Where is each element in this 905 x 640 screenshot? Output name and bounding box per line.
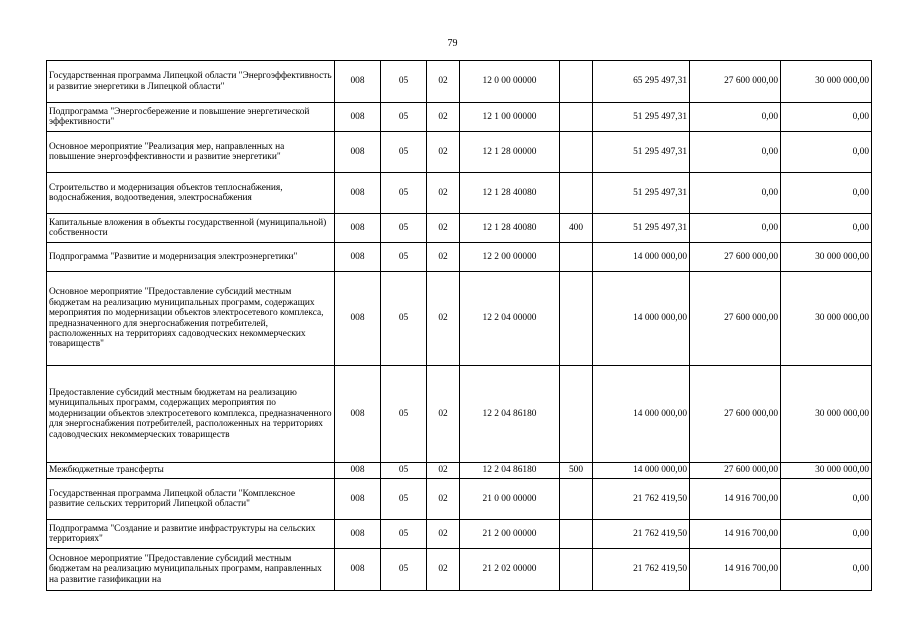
table-row bbox=[47, 479, 872, 520]
cell-sum-3: 0,00 bbox=[781, 520, 872, 549]
cell-section: 05 bbox=[381, 132, 427, 173]
cell-section: 05 bbox=[381, 520, 427, 549]
cell-subsection: 02 bbox=[427, 61, 460, 103]
cell-expense-type: 500 bbox=[560, 463, 593, 479]
cell-sum-2: 0,00 bbox=[690, 132, 781, 173]
cell-expense-type: 400 bbox=[560, 214, 593, 243]
cell-section: 05 bbox=[381, 549, 427, 591]
cell-ministry: 008 bbox=[335, 103, 381, 132]
cell-section: 05 bbox=[381, 243, 427, 272]
cell-target: 12 1 28 40080 bbox=[460, 214, 560, 243]
cell-ministry: 008 bbox=[335, 549, 381, 591]
cell-name: Подпрограмма "Развитие и модернизация электроэнергетики" bbox=[47, 243, 335, 272]
cell-subsection: 02 bbox=[427, 243, 460, 272]
cell-expense-type bbox=[560, 549, 593, 591]
table-row bbox=[47, 132, 872, 173]
cell-name: Подпрограмма "Создание и развитие инфраструктуры на сельских территориях" bbox=[47, 520, 335, 549]
cell-sum-3: 0,00 bbox=[781, 549, 872, 591]
cell-sum-3: 30 000 000,00 bbox=[781, 272, 872, 366]
cell-name: Основное мероприятие "Реализация мер, направленных на повышение энергоэффективности и развитие энергетики" bbox=[47, 132, 335, 173]
cell-sum-1: 14 000 000,00 bbox=[593, 243, 690, 272]
cell-target: 12 0 00 00000 bbox=[460, 61, 560, 103]
cell-section: 05 bbox=[381, 61, 427, 103]
cell-ministry: 008 bbox=[335, 243, 381, 272]
cell-section: 05 bbox=[381, 366, 427, 463]
cell-ministry: 008 bbox=[335, 132, 381, 173]
cell-name: Строительство и модернизация объектов теплоснабжения, водоснабжения, водоотведения, электроснабжения bbox=[47, 173, 335, 214]
cell-sum-2: 27 600 000,00 bbox=[690, 243, 781, 272]
table-row bbox=[47, 549, 872, 591]
cell-name: Государственная программа Липецкой области "Энергоэффективность и развитие энергетики в Липецкой области" bbox=[47, 61, 335, 103]
cell-expense-type bbox=[560, 520, 593, 549]
table-row bbox=[47, 463, 872, 479]
budget-table bbox=[46, 60, 872, 591]
cell-subsection: 02 bbox=[427, 173, 460, 214]
cell-section: 05 bbox=[381, 463, 427, 479]
cell-expense-type bbox=[560, 132, 593, 173]
cell-sum-1: 14 000 000,00 bbox=[593, 366, 690, 463]
cell-expense-type bbox=[560, 272, 593, 366]
cell-sum-1: 51 295 497,31 bbox=[593, 214, 690, 243]
cell-sum-3: 0,00 bbox=[781, 173, 872, 214]
cell-sum-1: 14 000 000,00 bbox=[593, 463, 690, 479]
cell-sum-2: 14 916 700,00 bbox=[690, 549, 781, 591]
page-number: 79 bbox=[447, 38, 458, 49]
cell-subsection: 02 bbox=[427, 132, 460, 173]
cell-ministry: 008 bbox=[335, 61, 381, 103]
cell-target: 12 1 00 00000 bbox=[460, 103, 560, 132]
cell-name: Государственная программа Липецкой области "Комплексное развитие сельских территорий Липецкой области" bbox=[47, 479, 335, 520]
cell-section: 05 bbox=[381, 214, 427, 243]
cell-target: 12 2 04 00000 bbox=[460, 272, 560, 366]
cell-sum-2: 0,00 bbox=[690, 214, 781, 243]
cell-target: 12 2 00 00000 bbox=[460, 243, 560, 272]
cell-sum-2: 27 600 000,00 bbox=[690, 272, 781, 366]
cell-target: 21 2 00 00000 bbox=[460, 520, 560, 549]
cell-section: 05 bbox=[381, 173, 427, 214]
table-row bbox=[47, 61, 872, 103]
cell-ministry: 008 bbox=[335, 366, 381, 463]
cell-sum-3: 0,00 bbox=[781, 479, 872, 520]
cell-subsection: 02 bbox=[427, 463, 460, 479]
cell-sum-3: 30 000 000,00 bbox=[781, 366, 872, 463]
cell-subsection: 02 bbox=[427, 479, 460, 520]
cell-sum-1: 51 295 497,31 bbox=[593, 173, 690, 214]
cell-subsection: 02 bbox=[427, 103, 460, 132]
table-row bbox=[47, 243, 872, 272]
cell-target: 12 1 28 00000 bbox=[460, 132, 560, 173]
cell-subsection: 02 bbox=[427, 520, 460, 549]
cell-subsection: 02 bbox=[427, 549, 460, 591]
cell-sum-1: 21 762 419,50 bbox=[593, 520, 690, 549]
cell-sum-1: 21 762 419,50 bbox=[593, 479, 690, 520]
cell-expense-type bbox=[560, 61, 593, 103]
cell-section: 05 bbox=[381, 479, 427, 520]
cell-ministry: 008 bbox=[335, 520, 381, 549]
cell-name: Межбюджетные трансферты bbox=[47, 463, 335, 479]
cell-sum-1: 51 295 497,31 bbox=[593, 132, 690, 173]
cell-sum-1: 14 000 000,00 bbox=[593, 272, 690, 366]
cell-expense-type bbox=[560, 479, 593, 520]
cell-expense-type bbox=[560, 173, 593, 214]
table-row bbox=[47, 103, 872, 132]
cell-sum-2: 0,00 bbox=[690, 103, 781, 132]
cell-sum-3: 0,00 bbox=[781, 103, 872, 132]
table-row bbox=[47, 173, 872, 214]
cell-subsection: 02 bbox=[427, 272, 460, 366]
cell-ministry: 008 bbox=[335, 173, 381, 214]
cell-sum-2: 14 916 700,00 bbox=[690, 479, 781, 520]
cell-subsection: 02 bbox=[427, 366, 460, 463]
cell-sum-2: 27 600 000,00 bbox=[690, 366, 781, 463]
table-row bbox=[47, 272, 872, 366]
cell-name: Основное мероприятие "Предоставление субсидий местным бюджетам на реализацию муниципальных программ, направленных на развитие газификации на bbox=[47, 549, 335, 591]
cell-target: 21 0 00 00000 bbox=[460, 479, 560, 520]
cell-sum-1: 21 762 419,50 bbox=[593, 549, 690, 591]
cell-sum-1: 65 295 497,31 bbox=[593, 61, 690, 103]
cell-sum-3: 0,00 bbox=[781, 132, 872, 173]
cell-sum-1: 51 295 497,31 bbox=[593, 103, 690, 132]
cell-section: 05 bbox=[381, 103, 427, 132]
cell-sum-2: 14 916 700,00 bbox=[690, 520, 781, 549]
cell-sum-3: 30 000 000,00 bbox=[781, 243, 872, 272]
cell-section: 05 bbox=[381, 272, 427, 366]
cell-sum-3: 0,00 bbox=[781, 214, 872, 243]
cell-expense-type bbox=[560, 366, 593, 463]
cell-subsection: 02 bbox=[427, 214, 460, 243]
table-row bbox=[47, 366, 872, 463]
cell-ministry: 008 bbox=[335, 463, 381, 479]
cell-sum-3: 30 000 000,00 bbox=[781, 61, 872, 103]
cell-sum-2: 27 600 000,00 bbox=[690, 61, 781, 103]
cell-name: Предоставление субсидий местным бюджетам на реализацию муниципальных программ, содержащих мероприятия по модернизации объектов электросетевого комплекса, предназначенного для энергоснабжения потребителей, расположенных на территориях садоводческих некоммерческих товариществ bbox=[47, 366, 335, 463]
cell-sum-2: 0,00 bbox=[690, 173, 781, 214]
cell-sum-2: 27 600 000,00 bbox=[690, 463, 781, 479]
table-row bbox=[47, 520, 872, 549]
cell-ministry: 008 bbox=[335, 272, 381, 366]
cell-ministry: 008 bbox=[335, 214, 381, 243]
cell-expense-type bbox=[560, 103, 593, 132]
table-row bbox=[47, 214, 872, 243]
cell-sum-3: 30 000 000,00 bbox=[781, 463, 872, 479]
cell-ministry: 008 bbox=[335, 479, 381, 520]
cell-name: Основное мероприятие "Предоставление субсидий местным бюджетам на реализацию муниципальных программ, содержащих мероприятия по модернизации объектов электросетевого комплекса, предназначенного для энергоснабжения потребителей, расположенных на территориях садоводческих некоммерческих товариществ" bbox=[47, 272, 335, 366]
cell-name: Подпрограмма "Энергосбережение и повышение энергетической эффективности" bbox=[47, 103, 335, 132]
cell-target: 12 2 04 86180 bbox=[460, 463, 560, 479]
cell-expense-type bbox=[560, 243, 593, 272]
cell-target: 12 2 04 86180 bbox=[460, 366, 560, 463]
cell-target: 12 1 28 40080 bbox=[460, 173, 560, 214]
cell-target: 21 2 02 00000 bbox=[460, 549, 560, 591]
cell-name: Капитальные вложения в объекты государственной (муниципальной) собственности bbox=[47, 214, 335, 243]
